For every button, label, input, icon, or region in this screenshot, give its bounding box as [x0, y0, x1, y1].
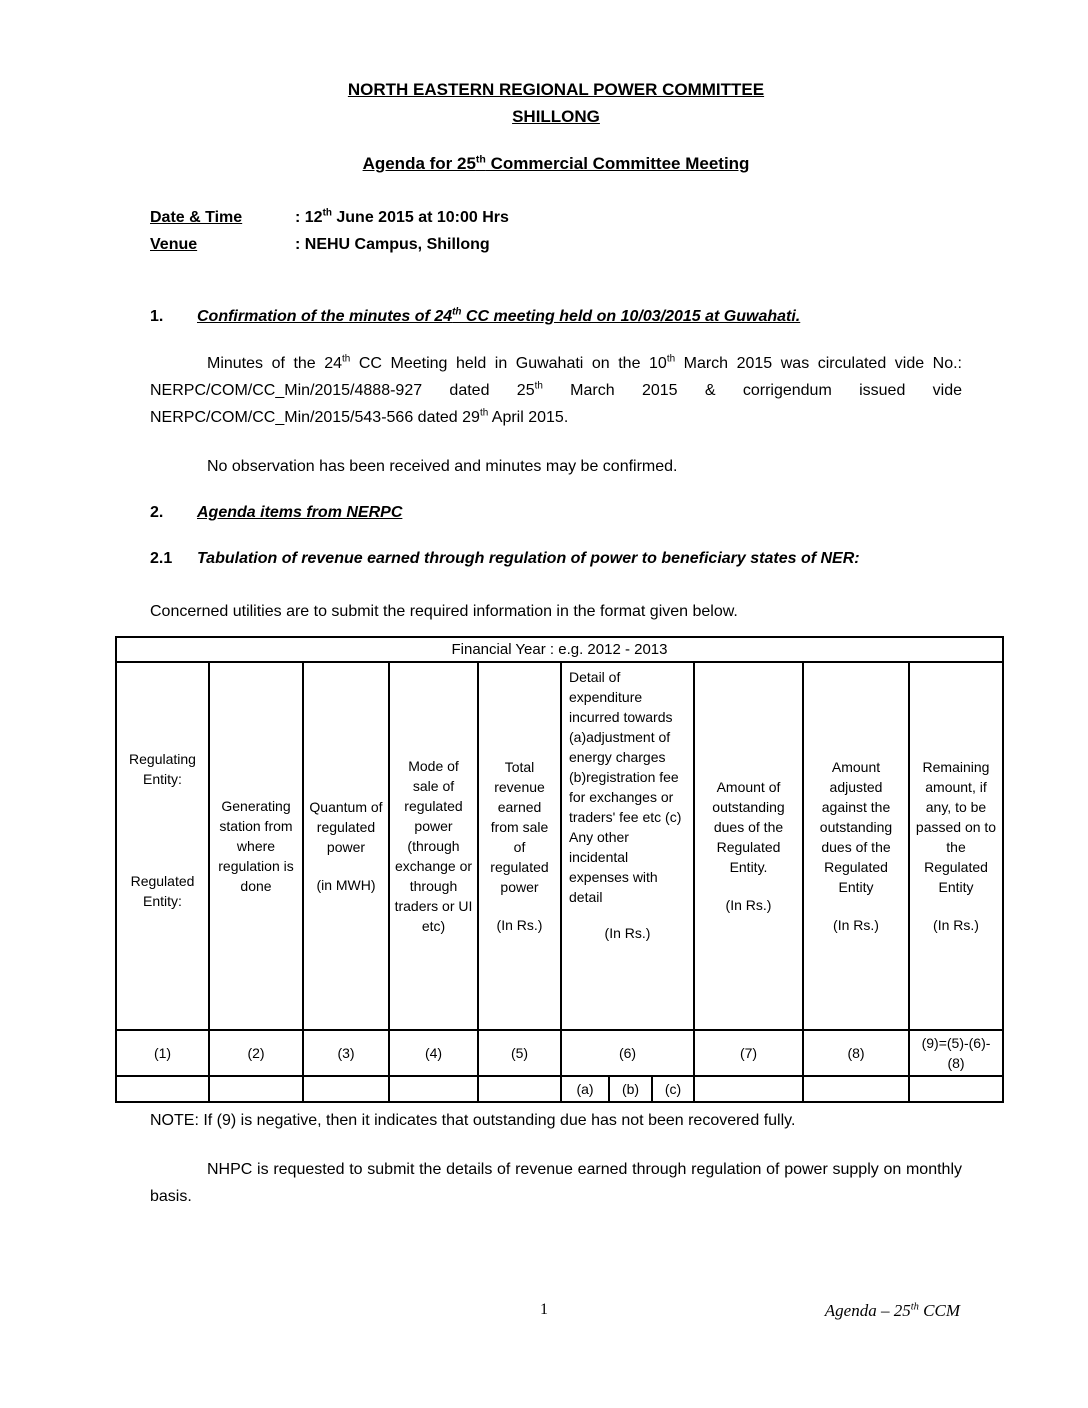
header-cell-amount-adjusted: [803, 662, 909, 1030]
minutes-text-5: April 2015.: [488, 409, 569, 426]
page-number: 1: [540, 1301, 548, 1318]
meeting-meta: [150, 204, 962, 258]
quantum-text: Quantum of regulated power: [309, 799, 383, 855]
date-pre: : 12: [295, 209, 323, 226]
minutes-sup-2: th: [666, 353, 676, 365]
col-number-6: (6): [561, 1030, 694, 1076]
quantum-unit: (in MWH): [316, 877, 376, 893]
document-title-block: [150, 76, 962, 130]
header-cell-entities: [116, 662, 209, 1030]
col-number-2: (2): [209, 1030, 303, 1076]
section-1-heading: [150, 306, 962, 328]
agenda-title-post: Commercial Committee Meeting: [485, 154, 750, 173]
committee-name-line: [150, 76, 962, 103]
empty-cell-5: [478, 1076, 561, 1102]
col-number-4: (4): [389, 1030, 478, 1076]
section-2-title: Agenda items from NERPC: [197, 504, 403, 521]
entry-row: [116, 1076, 1003, 1102]
col-number-9: (9)=(5)-(6)-(8): [909, 1030, 1003, 1076]
date-ordinal: th: [322, 207, 332, 219]
amount-adjusted-text: Amount adjusted against the outstanding dues of the Regulated Entity: [819, 759, 893, 895]
column-number-row: [116, 1030, 1003, 1076]
section-1-title: [197, 306, 800, 328]
expenditure-detail-text: Detail of expenditure incurred towards (a)adjustment of energy charges (b)registration fee for exchanges or traders' fee etc (c) Any other incidental expenses with detail: [569, 669, 682, 905]
col-number-8: (8): [803, 1030, 909, 1076]
header-cell-expenditure-detail: [561, 662, 694, 1030]
col-number-3: (3): [303, 1030, 389, 1076]
doc-reference-post: CCM: [918, 1301, 960, 1320]
committee-place: SHILLONG: [512, 107, 600, 126]
agenda-title-pre: Agenda for 25: [362, 154, 476, 173]
section-1-title-ordinal: th: [452, 306, 462, 318]
remaining-amount-text: Remaining amount, if any, to be passed on to the Regulated Entity: [915, 759, 997, 895]
regulated-entity-label: Regulated Entity:: [130, 873, 195, 909]
sub-cell-b: (b): [609, 1076, 652, 1102]
total-revenue-text: Total revenue earned from sale of regulated power: [490, 759, 549, 895]
section-1-title-post: CC meeting held on 10/03/2015 at Guwahati.: [461, 308, 801, 325]
section-2-1-heading: [150, 548, 962, 570]
venue-label: Venue: [150, 236, 198, 253]
minutes-text-1: Minutes of the 24: [207, 355, 343, 372]
sub-cell-a: (a): [561, 1076, 609, 1102]
header-cell-quantum: [303, 662, 389, 1030]
page-footer: [0, 1301, 1088, 1331]
doc-reference-ordinal: th: [910, 1301, 919, 1313]
date-post: June 2015 at 10:00 Hrs: [331, 209, 509, 226]
revenue-format-table: [115, 636, 1004, 1103]
date-time-label: Date & Time: [150, 209, 243, 226]
remaining-amount-unit: (In Rs.): [933, 917, 979, 933]
empty-cell-9: [909, 1076, 1003, 1102]
minutes-sup-3: th: [534, 380, 543, 392]
venue-row: [150, 231, 962, 258]
minutes-text-4: March 2015 & corrigendum issued vide NERPC/COM/CC_Min/2015/543-566 dated 29: [150, 382, 963, 426]
col-number-5: (5): [478, 1030, 561, 1076]
header-cell-total-revenue: [478, 662, 561, 1030]
date-time-row: [150, 204, 962, 231]
empty-cell-7: [694, 1076, 803, 1102]
venue-value: : NEHU Campus, Shillong: [295, 236, 490, 253]
date-time-value: [295, 204, 509, 231]
total-revenue-unit: (In Rs.): [496, 917, 543, 933]
nhpc-paragraph: NHPC is requested to submit the details of revenue earned through regulation of power supply on monthly basis.: [150, 1161, 962, 1205]
committee-place-line: [150, 103, 962, 130]
section-1-title-pre: Confirmation of the minutes of 24: [197, 308, 453, 325]
agenda-title-text: [363, 154, 750, 173]
committee-name: NORTH EASTERN REGIONAL POWER COMMITTEE: [347, 80, 765, 99]
empty-cell-3: [303, 1076, 389, 1102]
header-cell-generating-station: Generating station from where regulation is done: [209, 662, 303, 1030]
minutes-sup-4: th: [479, 407, 489, 419]
section-2-1-title: Tabulation of revenue earned through regulation of power to beneficiary states of NER:: [197, 550, 860, 567]
expenditure-detail-unit: (In Rs.): [604, 925, 651, 941]
section-2-heading: [150, 502, 962, 524]
table-header-row: [116, 662, 1003, 1030]
header-cell-mode-of-sale: Mode of sale of regulated power (through exchange or through traders or UI etc): [389, 662, 478, 1030]
outstanding-dues-unit: (In Rs.): [725, 897, 772, 913]
col-number-7: (7): [694, 1030, 803, 1076]
section-2-1-number: 2.1: [150, 550, 173, 567]
outstanding-dues-text: Amount of outstanding dues of the Regulated Entity.: [712, 779, 785, 875]
empty-cell-2: [209, 1076, 303, 1102]
header-cell-remaining-amount: [909, 662, 1003, 1030]
doc-reference: [825, 1301, 960, 1321]
section-1-number: 1.: [150, 308, 164, 325]
minutes-text-2: CC Meeting held in Guwahati on the 10: [350, 355, 667, 372]
section-2-number: 2.: [150, 504, 164, 521]
empty-cell-4: [389, 1076, 478, 1102]
minutes-sup-1: th: [342, 353, 351, 365]
minutes-paragraph: [150, 350, 962, 431]
doc-reference-pre: Agenda – 25: [824, 1301, 911, 1320]
table-intro-line: Concerned utilities are to submit the required information in the format given below.: [150, 603, 738, 620]
header-cell-outstanding-dues: [694, 662, 803, 1030]
table-note: NOTE: If (9) is negative, then it indicates that outstanding due has not been recovered fully.: [150, 1112, 796, 1129]
sub-cell-c: (c): [652, 1076, 694, 1102]
empty-cell-8: [803, 1076, 909, 1102]
financial-year-row: [116, 637, 1003, 662]
agenda-title: [150, 154, 962, 174]
col-number-1: (1): [116, 1030, 209, 1076]
financial-year-header: Financial Year : e.g. 2012 - 2013: [116, 637, 1003, 662]
confirmation-line: No observation has been received and minutes may be confirmed.: [207, 458, 678, 475]
amount-adjusted-unit: (In Rs.): [833, 917, 879, 933]
empty-cell-1: [116, 1076, 209, 1102]
regulating-entity-label: Regulating Entity:: [129, 751, 196, 787]
minutes-text-3: March 2015 was circulated vide No.: NERPC/COM/CC_Min/2015/4888-927 dated 25: [150, 355, 963, 399]
agenda-title-ordinal: th: [475, 153, 486, 166]
